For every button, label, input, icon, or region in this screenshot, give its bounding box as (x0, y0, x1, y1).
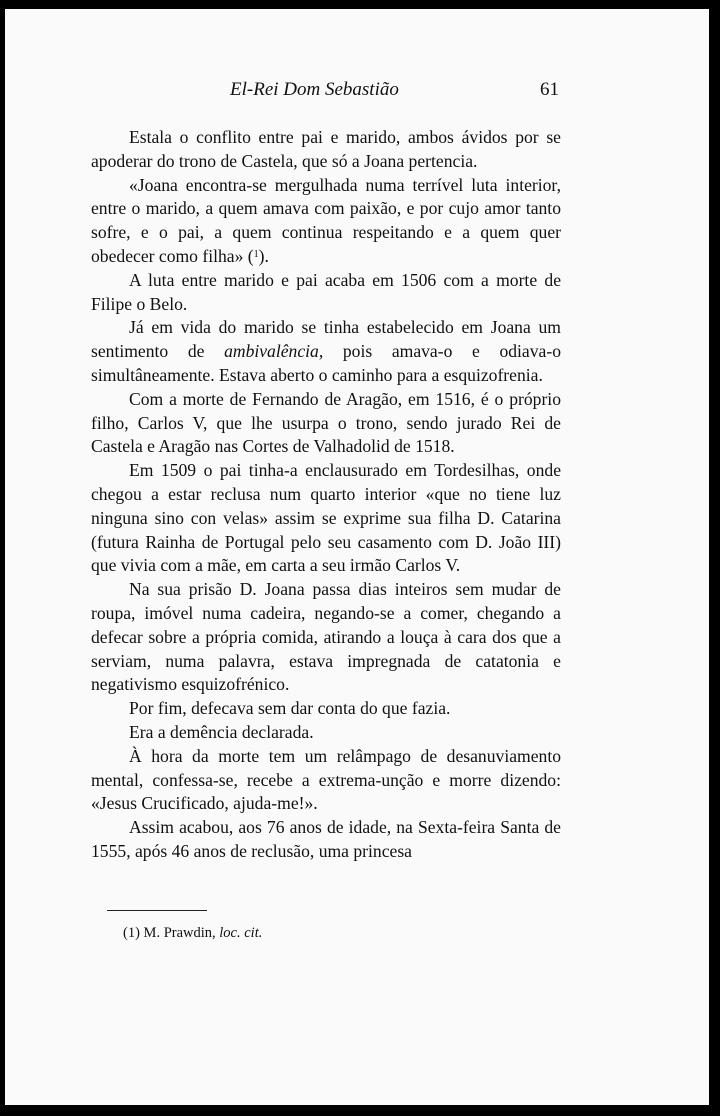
paragraph: «Joana encontra-se mergulhada numa terrível luta interior, entre o marido, a quem amava com paixão, e por cujo amor tanto sofre, e o pai, a quem continua respeitando e a quem quer obedecer como filha» ($^1$). (91, 174, 561, 266)
paragraph: Com a morte de Fernando de Aragão, em 1516, é o próprio filho, Carlos V, que lhe usurpa o trono, sendo jurado Rei de Castela e Aragão nas Cortes de Valhadolid de 1518. (91, 388, 561, 457)
paragraph: Era a demência declarada. (129, 721, 314, 742)
paragraph: Estala o conflito entre pai e marido, ambos ávidos por se apoderar do trono de Castela, que só a Joana pertencia. (91, 127, 561, 171)
page-number: 61 (540, 79, 559, 100)
paragraph: Em 1509 o pai tinha-a enclausurado em Tordesilhas, onde chegou a estar reclusa num quarto interior «que no tiene luz ninguna sino con velas» assim se exprime sua filha D. Catarina (futura Rainha de Portugal pelo seu casamento com D. João III) que vivia com a mãe, em carta a seu irmão Carlos V. (91, 460, 561, 576)
paragraph: A luta entre marido e pai acaba em 1506 com a morte de Filipe o Belo. (91, 269, 561, 314)
paragraph: Assim acabou, aos 76 anos de idade, na Sexta-feira Santa de 1555, após 46 anos de reclusão, uma princesa (91, 817, 561, 861)
running-title: El-Rei Dom Sebastião (230, 79, 399, 100)
emphasis: ambivalência, (224, 341, 324, 362)
paragraph: À hora da morte tem um relâmpago de desanuviamento mental, confessa-se, recebe a extrema-unção e morre dizendo: «Jesus Crucificado, ajuda-me!». (91, 745, 561, 814)
book-page (5, 9, 709, 1105)
paragraph: Já em vida do marido se tinha estabelecido em Joana um sentimento de ambivalência, pois amava-o e odiava-o simultâneamente. Estava aberto o caminho para a esquizofrenia. (91, 317, 561, 385)
footnote-ref: 1 (253, 248, 259, 260)
footnote-divider (107, 910, 207, 911)
page-header (5, 79, 709, 109)
footnote (123, 925, 262, 942)
paragraph: Por fim, defecava sem dar conta do que fazia. (129, 698, 451, 719)
paragraph: Na sua prisão D. Joana passa dias inteiros sem mudar de roupa, imóvel numa cadeira, negando-se a comer, chegando a defecar sobre a própria comida, atirando a louça à cara dos que a serviam, numa palavra, estava impregnada de catatonia e negativismo esquizofrénico. (91, 579, 561, 695)
footnote-marker: (1) (123, 925, 140, 941)
body-text (91, 126, 561, 864)
footnote-citation: loc. cit. (219, 925, 263, 941)
footnote-author: M. Prawdin, (143, 925, 216, 941)
